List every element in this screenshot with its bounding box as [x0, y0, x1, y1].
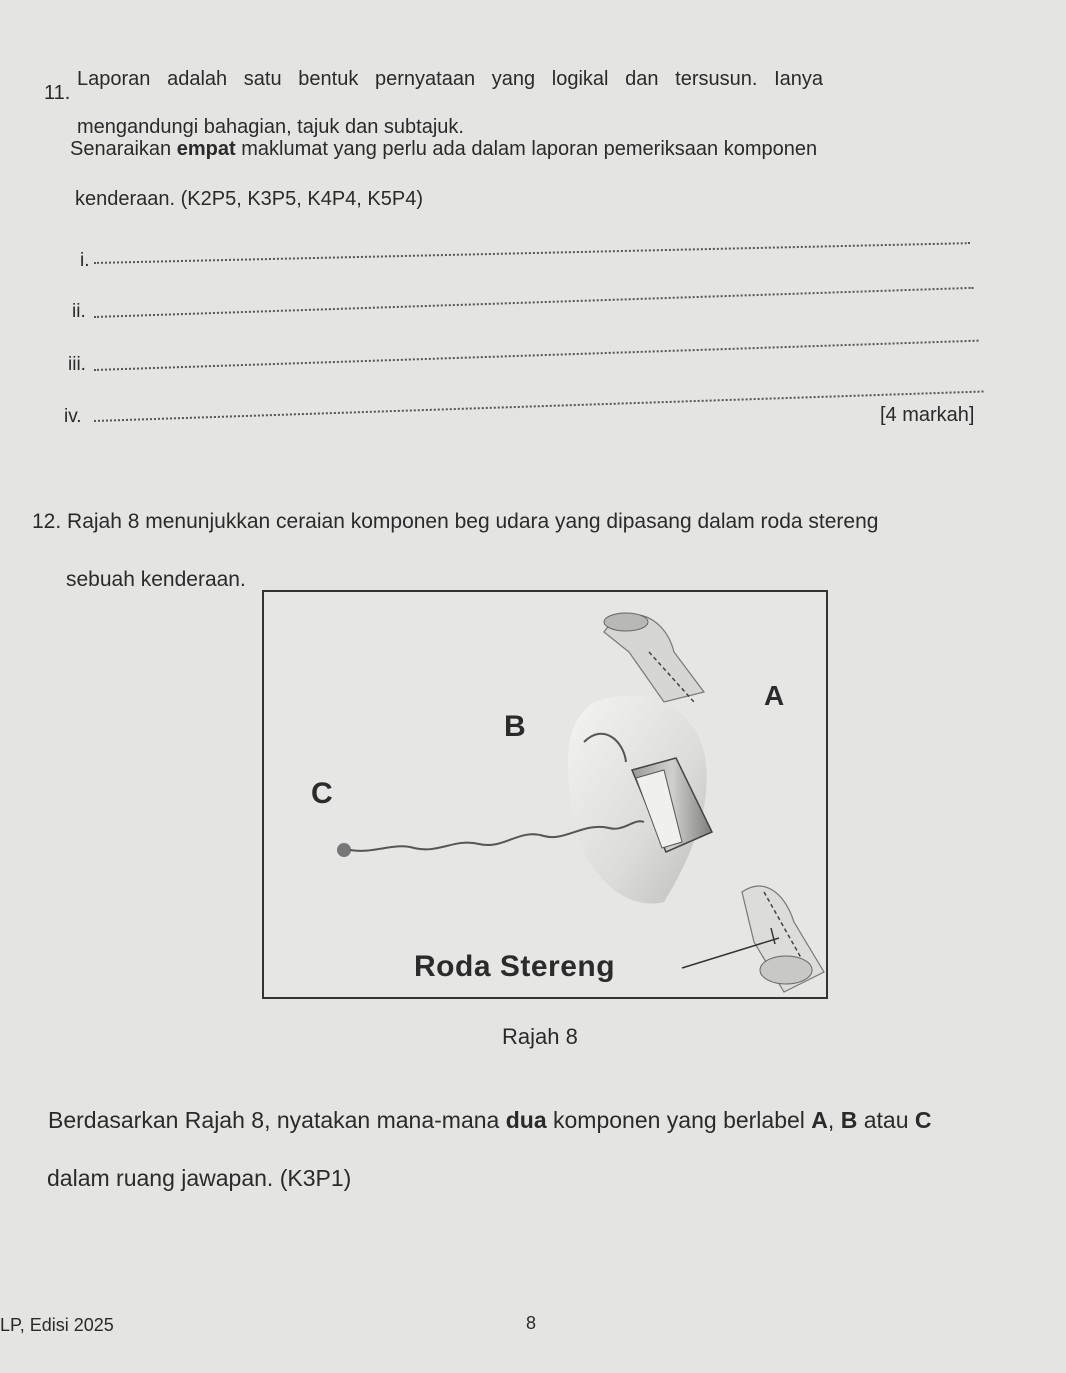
- q11-line-4: kenderaan. (K2P5, K3P5, K4P4, K5P4): [75, 188, 423, 210]
- q11-line-3-post: maklumat yang perlu ada dalam laporan pemeriksaan komponen: [235, 138, 818, 160]
- q12-label-c: C: [914, 1107, 932, 1133]
- answer-label-iii: iii.: [68, 354, 86, 375]
- label-c: C: [311, 777, 333, 810]
- figure-caption: Rajah 8: [502, 1024, 578, 1049]
- q11-line-2: mengandungi bahagian, tajuk dan subtajuk.: [77, 116, 464, 138]
- roda-stereng-caption: Roda Stereng: [414, 950, 616, 983]
- steering-spoke-bottom: [742, 886, 824, 992]
- answer-line-iii[interactable]: [94, 340, 979, 371]
- answer-label-i: i.: [80, 250, 90, 271]
- q12-sep-1: ,: [827, 1107, 841, 1133]
- marks-label: [4 markah]: [880, 404, 975, 426]
- q12-question-line-2: dalam ruang jawapan. (K3P1): [47, 1165, 352, 1191]
- q12-question-mid: komponen yang berlabel: [546, 1107, 812, 1133]
- answer-line-iv[interactable]: [94, 390, 984, 422]
- airbag-steering-illustration: [264, 592, 830, 1001]
- q12-question-bold: dua: [505, 1107, 547, 1133]
- q12-label-a: A: [811, 1107, 828, 1133]
- q12-label-b: B: [840, 1107, 858, 1133]
- q12-number: 12.: [32, 510, 62, 533]
- q11-line-3-bold: empat: [176, 138, 236, 160]
- q11-line-1: Laporan adalah satu bentuk pernyataan yang logikal dan tersusun. Ianya: [77, 68, 824, 90]
- answer-line-ii[interactable]: [94, 287, 974, 318]
- q12-question-pre: Berdasarkan Rajah 8, nyatakan mana-mana: [48, 1107, 506, 1133]
- q12-intro-text: Rajah 8 menunjukkan ceraian komponen beg udara yang dipasang dalam roda stereng: [67, 510, 879, 533]
- answer-label-iv: iv.: [64, 406, 82, 427]
- footer-page-number: 8: [526, 1313, 537, 1333]
- answer-label-ii: ii.: [72, 301, 86, 322]
- q12-intro-line-1: [32, 510, 878, 534]
- footer-edition: LP, Edisi 2025: [0, 1315, 114, 1335]
- q12-sep-2: atau: [857, 1107, 915, 1133]
- q11-line-3: [70, 138, 817, 161]
- q11-line-3-pre: Senaraikan: [70, 138, 177, 160]
- steering-spoke-top: [604, 613, 704, 702]
- label-a: A: [764, 680, 785, 711]
- answer-line-i[interactable]: [94, 242, 970, 264]
- label-b: B: [504, 710, 526, 743]
- q11-number: 11.: [44, 82, 71, 104]
- q12-question-line-1: [48, 1107, 932, 1134]
- q12-intro-line-2: sebuah kenderaan.: [66, 568, 246, 591]
- figure-rajah-8: [262, 590, 828, 999]
